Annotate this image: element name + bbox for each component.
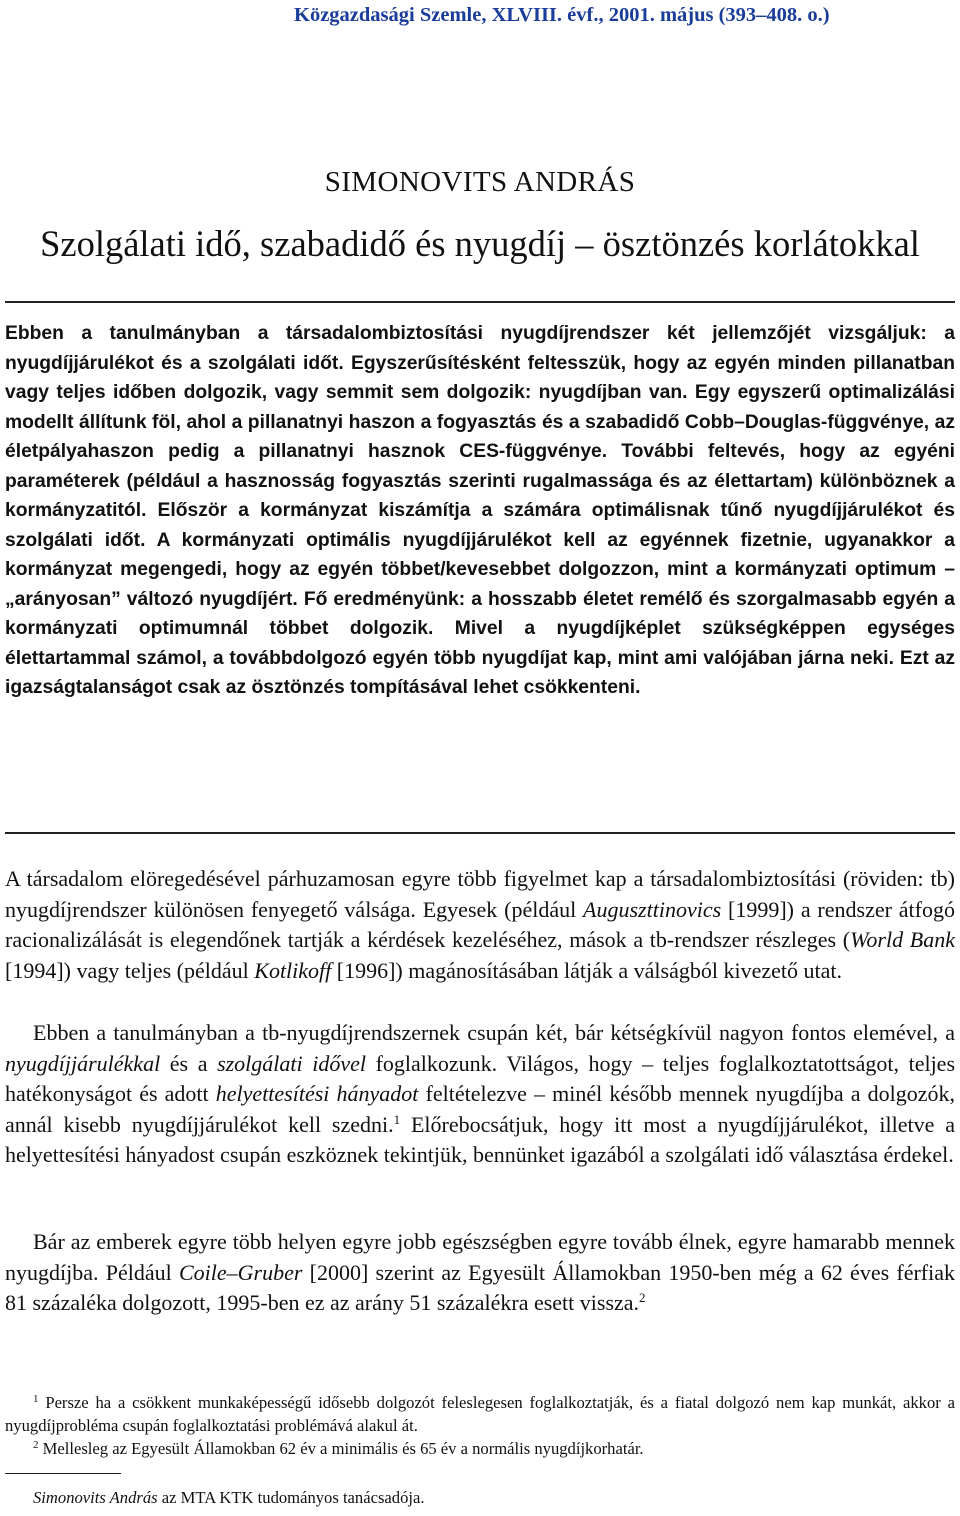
affiliation-divider bbox=[5, 1473, 121, 1474]
term-helyettesitesi-hanyad: helyettesítési hányadot bbox=[215, 1081, 419, 1106]
footnote-number: 2 bbox=[33, 1439, 39, 1451]
author-affiliation bbox=[33, 1488, 425, 1508]
author-name: SIMONOVITS ANDRÁS bbox=[324, 166, 636, 198]
citation-augusztinovics: Auguszttinovics bbox=[583, 896, 722, 922]
abstract-bottom-divider bbox=[5, 832, 955, 834]
body-paragraph-3: Bár az emberek egyre több helyen egyre jobb egészségben egyre tovább élnek, egyre hamarabb mennek nyugdíjba. Például Coile–Gruber [2000] szerint az Egyesült Államokban 1950-ben még a 62 éves férfiak 81 százaléka dolgozott, 1995-ben ez az arány 51 százalékra esett vissza.$^2$ bbox=[5, 1229, 955, 1315]
citation-world-bank: World Bank bbox=[850, 927, 955, 952]
footnote-text: Mellesleg az Egyesült Államokban 62 év a minimális és 65 év a normális nyugdíjkorhatár. bbox=[38, 1439, 644, 1458]
citation-coile-gruber: Coile–Gruber bbox=[178, 1259, 303, 1285]
abstract-top-divider bbox=[5, 301, 955, 303]
body-paragraph-1: A társadalom elöregedésével párhuzamosan egyre több figyelmet kap a társadalombiztosítási (röviden: tb) nyugdíjrendszer különösen fenyegető válsága. Egyesek (például Auguszttinovics [1999]) a rendszer átfogó racionalizálását is elegendőnek tartják a kérdések kezeléséhez, mások a tb-rendszer részleges (World Bank [1994]) vagy teljes (például Kotlikoff [1996]) magánosításában látják a válságból kivezető utat. bbox=[5, 866, 955, 983]
term-szolgalati-ido: szolgálati idővel bbox=[217, 1050, 366, 1076]
footnote-1 bbox=[5, 1391, 955, 1437]
footnote-number: 1 bbox=[33, 1393, 39, 1405]
affiliation-text: az MTA KTK tudományos tanácsadója. bbox=[157, 1488, 425, 1507]
footnote-2 bbox=[5, 1437, 955, 1460]
affiliation-author-name: Simonovits András bbox=[33, 1488, 158, 1507]
body-paragraph-2: Ebben a tanulmányban a tb-nyugdíjrendszernek csupán két, bár kétségkívül nagyon fontos elemével, a nyugdíjjárulékkal és a szolgálati idővel foglalkozunk. Világos, hogy – teljes foglalkoztatottságot, teljes hatékonyságot és adott helyettesítési hányadot feltételezve – minél később mennek nyugdíjba a dolgozók, annál kisebb nyugdíjjárulékot kell szedni.$^1$ Előrebocsátjuk, hogy itt most a nyugdíjjárulékot, illetve a helyettesítési hányadost csupán eszköznek tekintjük, bennünket igazából a szolgálati idő választása érdekel. bbox=[5, 1020, 956, 1167]
footnote-ref-1[interactable]: 1 bbox=[393, 1111, 401, 1127]
footnote-text: Persze ha a csökkent munkaképességű idősebb dolgozót feleslegesen foglalkoztatják, és a fiatal dolgozó nem kap munkát, akkor a nyugdíjprobléma csupán foglalkoztatási problémává alakul át. bbox=[5, 1393, 955, 1435]
abstract: Ebben a tanulmányban a társadalombiztosítási nyugdíjrendszer két jellemzőjét vizsgáljuk: a nyugdíjjárulékot és a szolgálati időt. Egyszerűsítésként feltesszük, hogy az egyén minden pillanatban vagy teljes időben dolgozik, vagy semmit sem dolgozik: nyugdíjban van. Egy egyszerű optimalizálási modellt állítunk föl, ahol a pillanatnyi haszon a fogyasztás és a szabadidő Cobb–Douglas-függvénye, az életpályahaszon pedig a pillanatnyi hasznok CES-függvénye. További feltevés, hogy az egyéni paraméterek (például a hasznosság fogyasztás szerinti rugalmassága és az élettartam) különböznek a kormányzatitól. Először a kormányzat kiszámítja a számára optimálisnak tűnő nyugdíjjárulékot és szolgálati időt. A kormányzati optimális nyugdíjjárulékot kell az egyénnek fizetnie, ugyanakkor a kormányzat megengedi, hogy az egyén többet/kevesebbet dolgozzon, mint a kormányzati optimum – „arányosan” változó nyugdíjért. Fő eredményünk: a hosszabb életet remélő és szorgalmasabb egyén a kormányzati optimumnál többet dolgozik. Mivel a nyugdíjképlet szükségképpen egységes élettartammal számol, a továbbdolgozó egyén több nyugdíjat kap, mint ami valójában járna neki. Ezt az igazságtalanságot csak az ösztönzés tompításával lehet csökkenteni. bbox=[5, 323, 955, 698]
footnotes bbox=[5, 1391, 955, 1460]
footnote-ref-2[interactable]: 2 bbox=[639, 1290, 646, 1305]
citation-kotlikoff: Kotlikoff bbox=[254, 957, 332, 983]
journal-citation-header: Közgazdasági Szemle, XLVIII. évf., 2001. május (393–408. o.) bbox=[294, 4, 830, 26]
article-title: Szolgálati idő, szabadidő és nyugdíj – ösztönzés korlátokkal bbox=[40, 223, 920, 264]
term-nyugdijjarulek: nyugdíjjárulékkal bbox=[5, 1050, 161, 1076]
